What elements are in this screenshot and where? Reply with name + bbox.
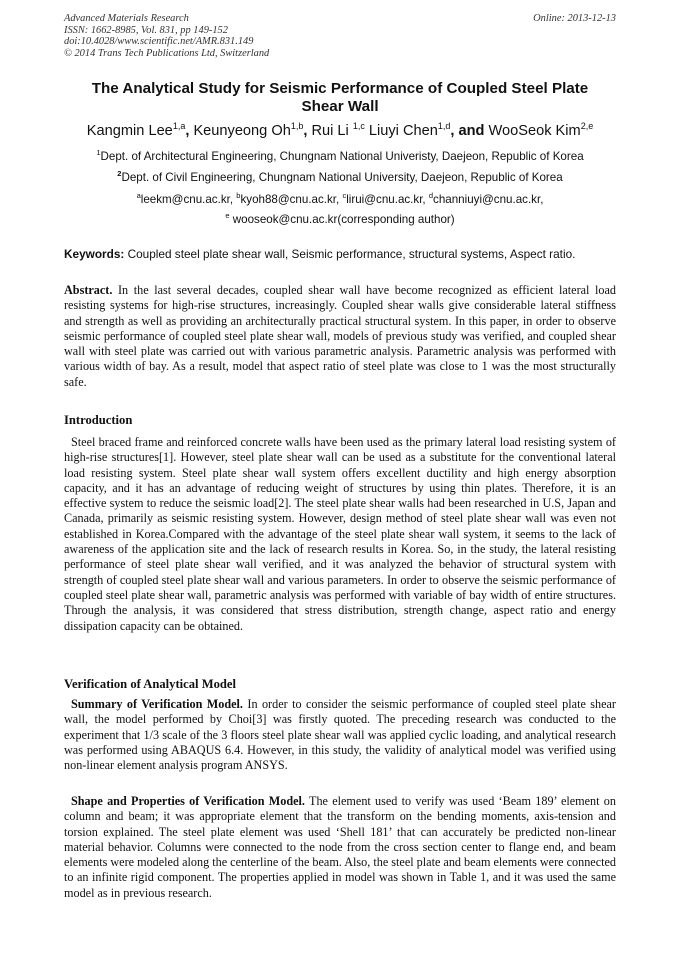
author-name: Kangmin Lee — [86, 123, 173, 139]
email-sup: b — [236, 191, 241, 200]
introduction-paragraph: Steel braced frame and reinforced concrete walls have been used as the primary lateral load resisting system of high-rise structures[1]. However, steel plate shear wall can be used as a substitute for the conventional lateral load resisting system. Steel plate shear wall system offers excellent ductility and high energy absorption capacity, and it has an advantage of reducing weight of structures by using thin plates. Therefore, it is an effective system to reduce the seismic load[2]. The steel plate shear walls had been researched in U.S, Japan and Canada, primarily as seismic resisting system. However, design method of steel plate shear wall was even not established in Korea.Compared with the advantage of the steel plate shear wall system, it seems to the lack of awareness of the application site and the lack of research results in Korea. So, in the study, the lateral resisting performance of steel plate shear wall verified, and it was analyzed the behavior of structural system with strength of coupled steel plate shear wall and various parameters. In order to observe the seismic performance of coupled steel plate shear wall, parametric analysis was performed with variable of bay width of entire structures. Through the analysis, it was considered that stress distribution, strength change, aspect ratio and energy dissipation capacity can be obtained. — [64, 435, 616, 633]
email-address: wooseok@cnu.ac.kr(corresponding author) — [229, 213, 455, 226]
summary-label: Summary of Verification Model. — [71, 697, 243, 711]
online-date: Online: 2013-12-13 — [533, 13, 616, 24]
email-sup: d — [428, 191, 434, 200]
email-line — [40, 193, 640, 207]
author-name: Liuyi Chen — [368, 123, 438, 139]
author-sup: 1,a — [172, 121, 186, 131]
author-name: Keunyeong Oh — [193, 123, 291, 139]
keywords-text: Coupled steel plate shear wall, Seismic performance, structural systems, Aspect ratio. — [124, 247, 576, 261]
author-list — [40, 122, 640, 140]
summary-paragraph — [64, 697, 616, 773]
author-sup: 1,d — [437, 121, 451, 131]
abstract — [64, 283, 616, 390]
email-sup: c — [342, 191, 347, 200]
copyright-line: © 2014 Trans Tech Publications Ltd, Switzerland — [64, 47, 270, 59]
author-sep: , and — [450, 123, 489, 139]
affiliation-text: Dept. of Architectural Engineering, Chungnam National Univeristy, Daejeon, Republic of Korea — [100, 150, 584, 163]
email-address: lirui@cnu.ac.kr, — [346, 193, 429, 206]
shape-text: The element used to verify was used ‘Beam 189’ element on column and beam; it was appropriate element that the transform on the bending moments, axis-tension and torsion explained. The steel plate element was used ‘Shell 181’ that can accurately be predicted non-linear material behavior. Columns were connected to the node from the cross section center to flange end, and beam elements were modeled along the centerline of the beam. Also, the steel plate and beam elements were connected to an infinite rigid component. The properties applied in model was shown in Table 1, and it was used the same model as in previous research. — [64, 794, 616, 900]
author-sup: 2,e — [580, 121, 594, 131]
email-sup: a — [136, 191, 141, 200]
email-address: leekm@cnu.ac.kr, — [140, 193, 237, 206]
section-heading-verification: Verification of Analytical Model — [64, 677, 236, 691]
author-sep: , — [185, 123, 194, 139]
issn-line: ISSN: 1662-8985, Vol. 831, pp 149-152 — [64, 24, 228, 36]
author-sep: , — [303, 123, 312, 139]
affiliation-sup: 1 — [96, 148, 101, 157]
author-sup: 1,c — [352, 121, 365, 131]
shape-label: Shape and Properties of Verification Model. — [71, 794, 305, 808]
keywords — [64, 247, 616, 261]
title-line-2: Shear Wall — [301, 98, 379, 115]
email-address: kyoh88@cnu.ac.kr, — [240, 193, 343, 206]
author-sup: 1,b — [290, 121, 304, 131]
journal-header — [64, 13, 616, 59]
email-address: channiuyi@cnu.ac.kr, — [433, 193, 544, 206]
section-heading-introduction: Introduction — [64, 413, 133, 427]
keywords-label: Keywords: — [64, 247, 125, 261]
email-sup: e — [225, 211, 230, 220]
affiliation-sup: 2 — [117, 169, 122, 178]
affiliation-1 — [40, 150, 640, 164]
shape-paragraph — [64, 794, 616, 901]
summary-text: In order to consider the seismic performance of coupled steel plate shear wall, the model performed by Choi[3] was firstly quoted. The preceding research was conducted to the experiment that 1/3 scale of the 3 floors steel plate shear wall was applied cyclic loading, and analytical research was performed using ABAQUS 6.4. However, in this study, the validity of analytical model was verified using non-linear element analysis program ANSYS. — [64, 697, 616, 773]
title-line-1: The Analytical Study for Seismic Performance of Coupled Steel Plate — [91, 80, 589, 97]
author-name: WooSeok Kim — [488, 123, 581, 139]
abstract-label: Abstract. — [64, 283, 113, 297]
paper-title — [60, 80, 620, 116]
affiliation-2 — [40, 171, 640, 185]
doi-line: doi:10.4028/www.scientific.net/AMR.831.149 — [64, 36, 254, 48]
affiliation-text: Dept. of Civil Engineering, Chungnam National University, Daejeon, Republic of Korea — [121, 171, 563, 184]
abstract-text: In the last several decades, coupled shear wall have become recognized as efficient lateral load resisting systems for high-rise structures, increasingly. Coupled shear walls give considerable lateral stiffness and strength as well as providing an architecturally practical structural system. In this paper, in order to observe seismic performance of coupled steel plate shear wall, models of previous study was verified, and coupled shear wall with steel plate was carried out with various parametric analysis. Parametric analysis was performed with various width of bay. As a result, model that aspect ratio of steel plate was close to 1 was the most structurally safe. — [64, 283, 616, 389]
corresponding-email — [40, 213, 640, 227]
journal-name: Advanced Materials Research — [64, 13, 189, 24]
author-name: Rui Li — [311, 123, 353, 139]
